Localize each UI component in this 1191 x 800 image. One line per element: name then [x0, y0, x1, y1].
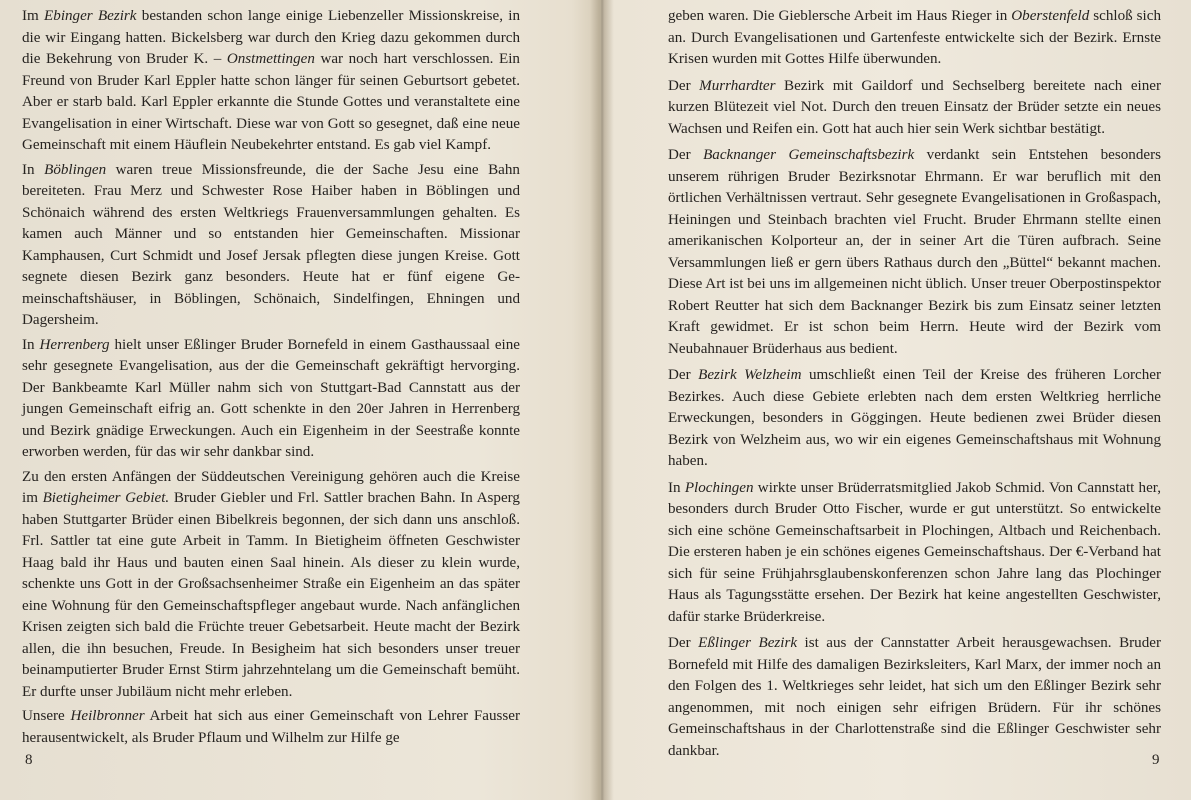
- place-name-italic: Onstmettingen: [226, 51, 315, 67]
- text-run: wirkte unser Brüderratsmitglied Jakob Schmid. Von Cannstatt her, besonders durch Bruder Otto Fischer, wurde er gut unterstützt. So entwickelte sich eine schöne Gemeinschaftsarbeit in Plochingen, Altbach und Reichenbach. Die ersteren haben je ein schönes eigenes Gemeinschaftshaus. Der €-Verband hat sich für seine Frühjahrsglaubenskonferenzen schon Jahre lang das Plochinger Haus als Tagungsstätte ersehen. Der Bezirk hat keine angestellten Geschwister, dafür starke Brüderkreise.: [668, 479, 1161, 625]
- place-name-italic: Murrhardter: [699, 77, 776, 94]
- paragraph: [668, 6, 1161, 71]
- text-run: war noch hart verschlossen. Ein Freund von Bruder Karl Eppler hatte schon länger für seinen Geburtsort gebetet. Aber er starb bald. Karl Eppler erkannte die Stunde Gottes und veranstaltete eine Evangelisation in einer Wirtschaft. Diese war von Gott so gesegnet, daß eine neue Gemeinschaft mit einem Häuflein Neubekehrter entstand. Es gab viel Kampf.: [22, 51, 520, 153]
- text-run: In: [22, 161, 45, 178]
- place-name-italic: Oberstenfeld: [1011, 8, 1090, 24]
- text-run: ist aus der Cannstatter Arbeit herausgewachsen. Bruder Bornefeld mit Hilfe des damaligen Bezirksleiters, Karl Marx, der immer noch an den Folgen des 1. Weltkrieges sehr leidet, hat sich um den Eßlinger Bezirk sehr angenommen, mit noch einigen sehr eifrigen Brüdern. Für ihr schönes Gemeinschaftshaus in der Charlottenstraße sind die Eßlinger Geschwister sehr dankbar.: [668, 635, 1161, 759]
- text-run: bestanden schon lange einige Liebenzeller Missionskreise, in die wir Eingang hatten. Bickelsberg war durch den Krieg dazu gekommen durch die Bekehrung von Bruder K. –: [22, 8, 521, 67]
- place-name-italic: Backnanger Gemeinschaftsbezirk: [703, 147, 915, 163]
- text-run: Im: [22, 8, 45, 24]
- text-run: umschließt einen Teil der Kreise des früheren Lorcher Bezirkes. Auch diese Gebiete erlebten nach dem ersten Weltkrieg herrliche Erweckungen, besonders in Göggingen. Heute bedienen zwei Brüder diesen Bezirk von Welzheim aus, wo wir ein eigenes Gemeinschaftshaus mit Wohnung haben.: [668, 367, 1161, 469]
- text-run: Bezirk mit Gaildorf und Sechselberg bereitete nach einer kurzen Blütezeit viel Not. Durch den treuen Einsatz der Brüder setzte ein neues Wachsen und Reifen ein. Gott hat auch hier sein Werk sichtbar bestätigt.: [668, 77, 1161, 137]
- text-run: Der: [668, 635, 699, 651]
- paragraph: [22, 706, 520, 749]
- text-run: schloß sich an. Durch Evangelisationen und Gartenfeste entwickelte sich der Bezirk. Ernste Krisen wurden mit Gottes Hilfe überwunden.: [668, 8, 1161, 67]
- text-run: Bruder Giebler und Frl. Sattler brachen Bahn. In Asperg haben Stuttgarter Brüder einen Bibelkreis begonnen, der sich dann uns anschloß. Frl. Sattler tat eine gute Arbeit in Tamm. In Bietigheim öffneten Geschwister Haag bald ihr Haus und bauten einen Saal hinein. Als dieser zu klein wurde, schenkte uns Gott in der Großsachsenheimer Straße ein Eigenheim an das später eine Wohnung für den Gemeinschaftspfleger angebaut wurde. Nach anfänglichen Krisen zeigten sich bald die Früchte treuer Gebetsarbeit. Heute macht der Bezirk allen, die ihn besuchen, Freude. In Besigheim hat sich besonders unser treuer beinamputierter Bruder Ernst Stirm jahrzehntelang um die Gemeinschaft bemüht. Er durfte unser Jubiläum nicht mehr erleben.: [22, 490, 520, 700]
- place-name-italic: Herrenberg: [39, 336, 110, 353]
- page-number-left: 8: [25, 752, 33, 768]
- text-run: Zu den ersten Anfängen der Süddeutschen Vereinigung gehören auch die Kreise im: [22, 468, 520, 506]
- left-page: [22, 6, 520, 752]
- text-run: Der: [668, 77, 700, 94]
- place-name-italic: Ebinger Bezirk: [44, 8, 137, 24]
- text-run: Unsere: [22, 708, 71, 724]
- place-name-italic: Plochingen: [684, 479, 754, 496]
- place-name-italic: Böblingen: [44, 161, 107, 178]
- paragraph: [22, 335, 520, 464]
- page-number-right: 9: [1152, 752, 1160, 768]
- place-name-italic: Heilbronner: [70, 708, 145, 724]
- place-name-italic: Eßlinger Bezirk: [698, 635, 798, 651]
- place-name-italic: Bezirk Welzheim: [698, 367, 802, 383]
- paragraph: [22, 6, 520, 157]
- paragraph: [668, 76, 1161, 141]
- right-page: [668, 6, 1161, 767]
- paragraph: [668, 145, 1161, 360]
- text-run: In: [22, 336, 40, 353]
- text-run: In: [668, 479, 685, 496]
- text-run: geben waren. Die Gieblersche Arbeit im Haus Rieger in: [668, 8, 1012, 24]
- paragraph: [668, 478, 1161, 629]
- place-name-italic: Bietigheimer Gebiet.: [42, 490, 170, 506]
- text-run: Der: [668, 147, 704, 163]
- text-run: hielt unser Eßlinger Bruder Bornefeld in einem Gasthaussaal eine sehr gesegnete Evangelisation, aus der die Gemeinschaft gekräftigt hervorging. Der Bankbeamte Karl Müller nahm sich von Stuttgart-Bad Cannstatt aus der jungen Gemeinschaft eifrig an. Gott schenkte in den 20er Jahren in Herrenberg und Bezirk gnädige Erweckungen. Auch ein Eigenheim in der Seestraße konnte erworben werden, für das wir sehr dankbar sind.: [22, 336, 520, 460]
- paragraph: [668, 633, 1161, 762]
- book-gutter: [590, 0, 614, 800]
- text-run: waren treue Missionsfreunde, die der Sache Jesu eine Bahn bereiteten. Frau Merz und Schwester Rose Haiber haben in Böblingen und Schönaich während des ersten Weltkriegs Frauenversammlungen gehalten. Es kamen auch Männer und so entstanden hier Gemeinschaften. Missionar Kamphausen, Curt Schmidt und Josef Jersak pflegten diese jungen Kreise. Gott segnete diesen Bezirk ganz besonders. Heute hat er fünf eigene Gemeinschaftshäuser, in Böblingen, Schönaich, Sindelfingen, Ehningen und Dagersheim.: [22, 161, 520, 328]
- paragraph: [22, 160, 520, 332]
- text-run: verdankt sein Entstehen besonders unserem rührigen Bruder Bezirksnotar Ehrmann. Er war beruflich mit den örtlichen Verhältnissen vertraut. Sehr gesegnete Evangelisationen in Großaspach, Heiningen und Steinbach brachten viel Frucht. Bruder Ehrmann stellte einen amerikanischen Kolporteur an, der in seiner Art die Türen aufbrach. Seine Versammlungen ließ er gern übers Rathaus durch den „Büttel“ bekannt machen. Diese Art ist bei uns im allgemeinen nicht üblich. Unser treuer Oberpostinspektor Robert Reutter hat sich dem Backnanger Bezirk bis zum Einsatz seiner letzten Kraft gewidmet. Er ist schon beim Herrn. Heute wird der Bezirk vom Neubahnauer Brüderhaus aus bedient.: [668, 147, 1161, 357]
- text-run: Der: [668, 367, 699, 383]
- paragraph: [668, 365, 1161, 473]
- text-run: Arbeit hat sich aus einer Gemeinschaft von Lehrer Fausser herausentwickelt, als Bruder Pflaum und Wilhelm zur Hilfe ge: [22, 708, 520, 746]
- paragraph: [22, 467, 520, 704]
